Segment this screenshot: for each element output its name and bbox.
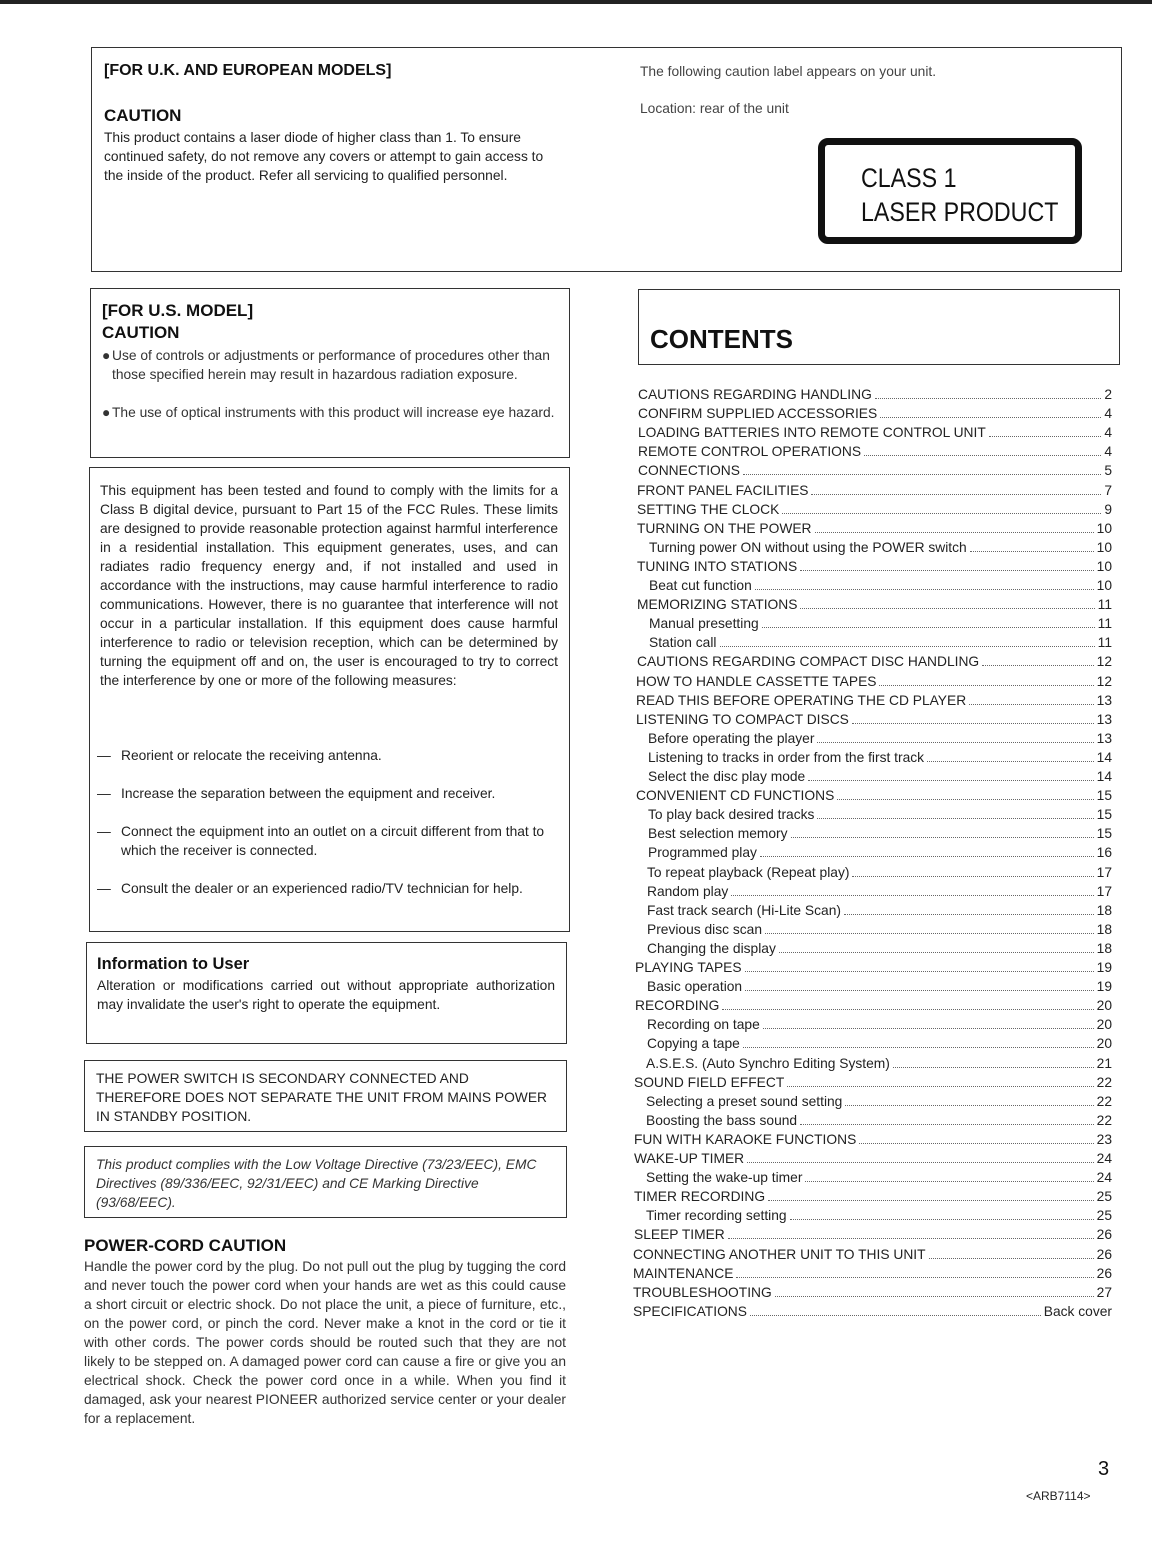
- fcc-notice-text: This equipment has been tested and found to comply with the limits for a Class B digital device, pursuant to Part 15 of the FCC Rules. These limits are designed to provide reasonable protection against harmful interference in a residential installation. This equipment generates, uses, and can radiates radio frequency energy and, if not installed and used in accordance with the instructions, may cause harmful interference to radio communications. However, there is no guarantee that interference will not occur in a particular installation. If this equipment does cause harmful interference to radio or television reception, which can be determined by turning the equipment off and on, the user is encouraged to try to correct the interference by one or more of the following measures:: [100, 483, 558, 688]
- toc-entry: [636, 693, 1112, 712]
- toc-leader-dots: [893, 1056, 1094, 1068]
- toc-entry: [649, 540, 1112, 559]
- toc-entry: [633, 1247, 1112, 1266]
- toc-entry-page: 15: [1096, 788, 1112, 804]
- toc-entry-title: Random play: [647, 883, 729, 899]
- toc-entry: [646, 1208, 1112, 1227]
- toc-entry-title: SLEEP TIMER: [634, 1227, 725, 1243]
- toc-leader-dots: [852, 865, 1093, 877]
- toc-entry: [647, 1017, 1112, 1036]
- toc-leader-dots: [750, 1304, 1041, 1316]
- fcc-measure: [97, 784, 556, 803]
- label-note: The following caution label appears on your unit.: [640, 64, 937, 79]
- toc-entry: [647, 903, 1112, 922]
- toc-entry-page: 20: [1096, 998, 1112, 1014]
- toc-leader-dots: [800, 597, 1094, 609]
- toc-entry-page: 18: [1096, 940, 1112, 956]
- toc-entry: [638, 444, 1112, 463]
- laser-label-line1: CLASS 1: [861, 163, 957, 193]
- toc-entry-page: 14: [1096, 769, 1112, 784]
- toc-entry-page: 13: [1096, 692, 1112, 708]
- toc-entry: [649, 578, 1112, 597]
- toc-entry: [647, 865, 1112, 884]
- toc-entry-title: TUNING INTO STATIONS: [637, 558, 798, 574]
- toc-leader-dots: [982, 654, 1093, 666]
- toc-leader-dots: [763, 1017, 1094, 1029]
- toc-entry: [635, 960, 1112, 979]
- toc-leader-dots: [805, 1170, 1093, 1182]
- info-user-title: Information to User: [97, 955, 250, 973]
- dash-icon: —: [97, 881, 111, 896]
- toc-entry: [638, 425, 1112, 444]
- toc-entry-title: CONNECTING ANOTHER UNIT TO THIS UNIT: [633, 1246, 926, 1262]
- toc-entry-title: Programmed play: [648, 845, 757, 861]
- us-model-header: [FOR U.S. MODEL]: [102, 301, 254, 320]
- toc-leader-dots: [768, 1189, 1094, 1201]
- toc-entry-title: TROUBLESHOOTING: [633, 1284, 772, 1300]
- fcc-measure: [97, 879, 556, 898]
- contents-title: CONTENTS: [650, 324, 793, 354]
- toc-leader-dots: [755, 578, 1094, 590]
- toc-entry-title: Station call: [649, 635, 717, 651]
- toc-entry-page: 4: [1104, 444, 1112, 460]
- toc-entry-title: LISTENING TO COMPACT DISCS: [636, 711, 849, 727]
- dash-icon: —: [97, 786, 111, 801]
- toc-leader-dots: [875, 387, 1102, 399]
- toc-entry: [646, 1170, 1112, 1189]
- toc-leader-dots: [808, 769, 1093, 781]
- toc-leader-dots: [864, 444, 1101, 456]
- toc-entry-title: TURNING ON THE POWER: [637, 520, 812, 536]
- toc-entry: [637, 597, 1112, 616]
- toc-entry-title: RECORDING: [635, 998, 720, 1014]
- toc-leader-dots: [880, 406, 1101, 418]
- toc-entry-title: Selecting a preset sound setting: [646, 1093, 843, 1109]
- toc-entry: [637, 502, 1112, 521]
- toc-leader-dots: [790, 1208, 1094, 1220]
- toc-entry-page: 12: [1096, 673, 1112, 689]
- toc-entry-title: A.S.E.S. (Auto Synchro Editing System): [646, 1055, 890, 1071]
- label-location: Location: rear of the unit: [640, 101, 789, 116]
- us-caution-title: CAUTION: [102, 323, 180, 342]
- toc-entry-title: PLAYING TAPES: [635, 960, 742, 975]
- toc-entry-page: Back cover: [1043, 1303, 1112, 1319]
- toc-entry-page: 10: [1096, 578, 1112, 593]
- us-caution-bullet: [102, 346, 558, 384]
- toc-entry: [634, 1189, 1112, 1208]
- toc-entry-title: WAKE-UP TIMER: [634, 1151, 745, 1166]
- toc-entry-title: Manual presetting: [649, 616, 759, 632]
- toc-leader-dots: [787, 1075, 1093, 1087]
- toc-entry-page: 27: [1096, 1284, 1112, 1300]
- toc-entry-page: 10: [1096, 558, 1112, 574]
- toc-entry-page: 19: [1096, 979, 1112, 995]
- toc-entry-page: 22: [1096, 1112, 1112, 1128]
- toc-entry-title: Listening to tracks in order from the first track: [648, 749, 925, 765]
- toc-entry-page: 22: [1096, 1093, 1112, 1109]
- eu-caution-text: This product contains a laser diode of higher class than 1. To ensure continued safety, do not remove any covers or attempt to gain access to the inside of the product. Refer all servicing to qualified personnel.: [104, 130, 544, 183]
- toc-entry-page: 23: [1096, 1131, 1112, 1147]
- toc-entry-page: 4: [1104, 406, 1112, 422]
- toc-leader-dots: [845, 1094, 1093, 1106]
- toc-entry-page: 22: [1096, 1074, 1112, 1090]
- toc-leader-dots: [852, 712, 1094, 724]
- dash-icon: —: [97, 748, 111, 763]
- toc-entry: [638, 406, 1112, 425]
- toc-leader-dots: [811, 483, 1101, 495]
- toc-entry-title: To repeat playback (Repeat play): [647, 864, 850, 880]
- toc-entry-page: 26: [1096, 1246, 1112, 1262]
- laser-label-line2: LASER PRODUCT: [861, 197, 1059, 227]
- bullet-icon: ●: [102, 405, 111, 420]
- toc-entry-title: Recording on tape: [647, 1017, 760, 1033]
- toc-entry: [634, 1132, 1112, 1151]
- toc-entry-page: 18: [1096, 921, 1112, 937]
- toc-entry-page: 17: [1096, 864, 1112, 880]
- toc-leader-dots: [728, 1227, 1094, 1239]
- toc-entry-title: Basic operation: [647, 979, 743, 995]
- toc-entry-title: Fast track search (Hi-Lite Scan): [647, 902, 841, 918]
- toc-entry-title: SOUND FIELD EFFECT: [634, 1074, 785, 1090]
- eu-models-header: [FOR U.K. AND EUROPEAN MODELS]: [104, 62, 392, 79]
- toc-leader-dots: [844, 903, 1094, 915]
- toc-entry-page: 18: [1096, 902, 1112, 918]
- toc-leader-dots: [762, 616, 1095, 628]
- toc-entry-page: 5: [1104, 463, 1112, 479]
- toc-entry-title: SETTING THE CLOCK: [637, 501, 780, 517]
- toc-entry-page: 25: [1096, 1208, 1112, 1224]
- toc-entry-page: 17: [1096, 883, 1112, 899]
- toc-entry: [648, 731, 1112, 750]
- toc-leader-dots: [791, 826, 1094, 838]
- toc-entry: [633, 1266, 1112, 1285]
- ce-directive-note: This product complies with the Low Voltage Directive (73/23/EEC), EMC Directives (89/336/EEC, 92/31/EEC) and CE Marking Directive (93/68/EEC).: [96, 1157, 537, 1210]
- toc-entry: [649, 616, 1112, 635]
- fcc-measure: [97, 822, 556, 860]
- fcc-measure-text: Consult the dealer or an experienced radio/TV technician for help.: [121, 881, 523, 896]
- toc-entry-page: 11: [1097, 597, 1112, 613]
- toc-entry-title: Copying a tape: [647, 1036, 740, 1052]
- bullet-icon: ●: [102, 348, 111, 363]
- toc-entry-page: 24: [1096, 1151, 1112, 1166]
- toc-entry: [637, 559, 1112, 578]
- toc-leader-dots: [736, 1266, 1093, 1278]
- toc-entry-title: Boosting the bass sound: [646, 1112, 798, 1128]
- toc-entry: [635, 998, 1112, 1017]
- power-cord-text: Handle the power cord by the plug. Do not pull out the plug by tugging the cord and never touch the power cord when your hands are wet as this could cause a short circuit or electric shock. Do not place the unit, a piece of furniture, etc., on the power cord, or pinch the cord. Never make a knot in the cord or tie it with other cords. The power cords should be routed such that they are not likely to be stepped on. A damaged power cord can cause a fire or give you an electrical shock. Check the power cord once in a while. When you find it damaged, ask your nearest PIONEER authorized service center or your dealer for a replacement.: [84, 1259, 566, 1426]
- toc-entry-title: CONVENIENT CD FUNCTIONS: [636, 788, 835, 804]
- toc-entry-title: LOADING BATTERIES INTO REMOTE CONTROL UNIT: [638, 425, 986, 441]
- toc-entry-title: CAUTIONS REGARDING HANDLING: [638, 387, 872, 402]
- toc-entry-title: CONNECTIONS: [638, 463, 740, 479]
- toc-entry-page: 7: [1104, 482, 1112, 498]
- toc-entry-title: Before operating the player: [648, 730, 815, 746]
- toc-leader-dots: [817, 731, 1093, 743]
- toc-entry-title: Changing the display: [647, 940, 776, 956]
- toc-leader-dots: [731, 884, 1093, 896]
- toc-entry-page: 21: [1096, 1055, 1112, 1071]
- toc-entry-title: Select the disc play mode: [648, 769, 806, 784]
- toc-entry: [634, 1075, 1112, 1094]
- toc-leader-dots: [760, 845, 1094, 857]
- toc-leader-dots: [970, 540, 1094, 552]
- toc-entry-page: 13: [1096, 711, 1112, 727]
- toc-entry: [648, 826, 1112, 845]
- toc-entry: [638, 463, 1112, 482]
- toc-entry-title: Best selection memory: [648, 826, 788, 842]
- toc-entry-page: 11: [1097, 616, 1112, 632]
- toc-entry: [646, 1056, 1112, 1075]
- toc-entry: [647, 884, 1112, 903]
- toc-leader-dots: [879, 674, 1093, 686]
- toc-entry: [649, 635, 1112, 654]
- toc-entry: [633, 1285, 1112, 1304]
- toc-entry-title: HOW TO HANDLE CASSETTE TAPES: [636, 673, 877, 689]
- dash-icon: —: [97, 824, 111, 839]
- toc-leader-dots: [927, 750, 1094, 762]
- toc-leader-dots: [800, 559, 1093, 571]
- toc-entry-title: FUN WITH KARAOKE FUNCTIONS: [634, 1131, 857, 1147]
- toc-entry-page: 9: [1104, 501, 1112, 517]
- toc-entry-title: MAINTENANCE: [633, 1265, 734, 1281]
- toc-leader-dots: [929, 1247, 1094, 1259]
- toc-entry-page: 14: [1096, 749, 1112, 765]
- fcc-measure: [97, 746, 556, 765]
- toc-entry: [636, 788, 1112, 807]
- toc-entry: [634, 1227, 1112, 1246]
- toc-leader-dots: [782, 502, 1101, 514]
- top-rule: [0, 0, 1152, 4]
- toc-entry-title: Timer recording setting: [646, 1208, 787, 1224]
- toc-leader-dots: [859, 1132, 1093, 1144]
- power-switch-note: THE POWER SWITCH IS SECONDARY CONNECTED AND THEREFORE DOES NOT SEPARATE THE UNIT FROM MAINS POWER IN STANDBY POSITION.: [96, 1071, 547, 1124]
- toc-leader-dots: [837, 788, 1093, 800]
- toc-leader-dots: [745, 960, 1094, 972]
- toc-entry: [637, 654, 1112, 673]
- page-number: 3: [1098, 1458, 1110, 1480]
- toc-entry: [646, 1094, 1112, 1113]
- toc-entry: [647, 1036, 1112, 1055]
- toc-entry: [636, 712, 1112, 731]
- toc-leader-dots: [747, 1151, 1094, 1163]
- toc-entry-page: 24: [1096, 1170, 1112, 1186]
- toc-leader-dots: [743, 1036, 1094, 1048]
- toc-entry: [648, 807, 1112, 826]
- toc-entry: [637, 483, 1112, 502]
- toc-entry: [638, 387, 1112, 406]
- toc-entry-page: 10: [1096, 539, 1112, 555]
- toc-leader-dots: [989, 425, 1102, 437]
- toc-entry: [648, 750, 1112, 769]
- toc-entry-title: REMOTE CONTROL OPERATIONS: [638, 444, 862, 460]
- toc-entry-page: 4: [1104, 425, 1112, 441]
- toc-entry: [647, 941, 1112, 960]
- toc-entry: [647, 979, 1112, 998]
- info-user-text: Alteration or modifications carried out without appropriate authorization may invalidate the user's right to operate the equipment.: [97, 978, 555, 1012]
- toc-entry-title: MEMORIZING STATIONS: [637, 597, 798, 613]
- toc-entry: [648, 845, 1112, 864]
- toc-entry-title: TIMER RECORDING: [634, 1189, 766, 1205]
- toc-entry-page: 13: [1096, 730, 1112, 746]
- toc-entry: [633, 1304, 1112, 1323]
- toc-entry-title: Setting the wake-up timer: [646, 1170, 803, 1186]
- fcc-measure-text: Increase the separation between the equipment and receiver.: [121, 786, 496, 801]
- toc-leader-dots: [720, 635, 1095, 647]
- toc-entry-page: 12: [1096, 654, 1112, 670]
- eu-caution-title: CAUTION: [104, 106, 182, 125]
- toc-leader-dots: [779, 941, 1094, 953]
- toc-leader-dots: [775, 1285, 1094, 1297]
- toc-entry: [646, 1113, 1112, 1132]
- toc-entry-title: To play back desired tracks: [648, 807, 815, 823]
- toc-entry-title: Previous disc scan: [647, 921, 763, 937]
- toc-entry-page: 20: [1096, 1036, 1112, 1052]
- fcc-measure-text: Reorient or relocate the receiving antenna.: [121, 748, 382, 763]
- power-cord-title: POWER-CORD CAUTION: [84, 1236, 287, 1255]
- toc-entry-page: 10: [1096, 520, 1112, 536]
- toc-leader-dots: [817, 807, 1093, 819]
- toc-entry-page: 20: [1096, 1017, 1112, 1033]
- toc-entry-page: 11: [1097, 635, 1112, 651]
- toc-entry-page: 2: [1104, 387, 1112, 402]
- toc-entry-page: 16: [1096, 845, 1112, 861]
- toc-entry-title: READ THIS BEFORE OPERATING THE CD PLAYER: [636, 692, 967, 708]
- toc-leader-dots: [722, 998, 1093, 1010]
- toc-entry-title: Beat cut function: [649, 578, 752, 593]
- document-code: <ARB7114>: [1026, 1489, 1091, 1503]
- toc-entry-page: 15: [1096, 826, 1112, 842]
- toc-entry-title: SPECIFICATIONS: [633, 1303, 747, 1319]
- toc-entry-page: 19: [1096, 960, 1112, 975]
- toc-entry-title: Turning power ON without using the POWER switch: [649, 539, 967, 555]
- toc-leader-dots: [969, 693, 1093, 705]
- toc-entry: [648, 769, 1112, 788]
- toc-leader-dots: [815, 521, 1094, 533]
- us-caution-bullet: [102, 403, 558, 422]
- toc-entry: [647, 922, 1112, 941]
- toc-entry-page: 15: [1096, 807, 1112, 823]
- toc-entry-page: 26: [1096, 1265, 1112, 1281]
- toc-leader-dots: [743, 463, 1101, 475]
- toc-leader-dots: [800, 1113, 1094, 1125]
- toc-entry-title: FRONT PANEL FACILITIES: [637, 482, 809, 498]
- laser-product-label: [818, 138, 1082, 244]
- toc-entry: [636, 674, 1112, 693]
- toc-leader-dots: [765, 922, 1094, 934]
- fcc-measure-text: Connect the equipment into an outlet on a circuit different from that to which the receiver is connected.: [121, 824, 545, 858]
- us-caution-bullet-text: Use of controls or adjustments or performance of procedures other than those specified herein may result in hazardous radiation exposure.: [112, 348, 550, 382]
- toc-entry-page: 26: [1096, 1227, 1112, 1243]
- toc-entry-page: 25: [1096, 1189, 1112, 1205]
- toc-entry-title: CAUTIONS REGARDING COMPACT DISC HANDLING: [637, 654, 980, 670]
- toc-entry: [634, 1151, 1112, 1170]
- toc-entry: [637, 521, 1112, 540]
- toc-leader-dots: [745, 979, 1094, 991]
- toc-entry-title: CONFIRM SUPPLIED ACCESSORIES: [638, 406, 878, 422]
- us-caution-bullet-text: The use of optical instruments with this product will increase eye hazard.: [112, 405, 555, 420]
